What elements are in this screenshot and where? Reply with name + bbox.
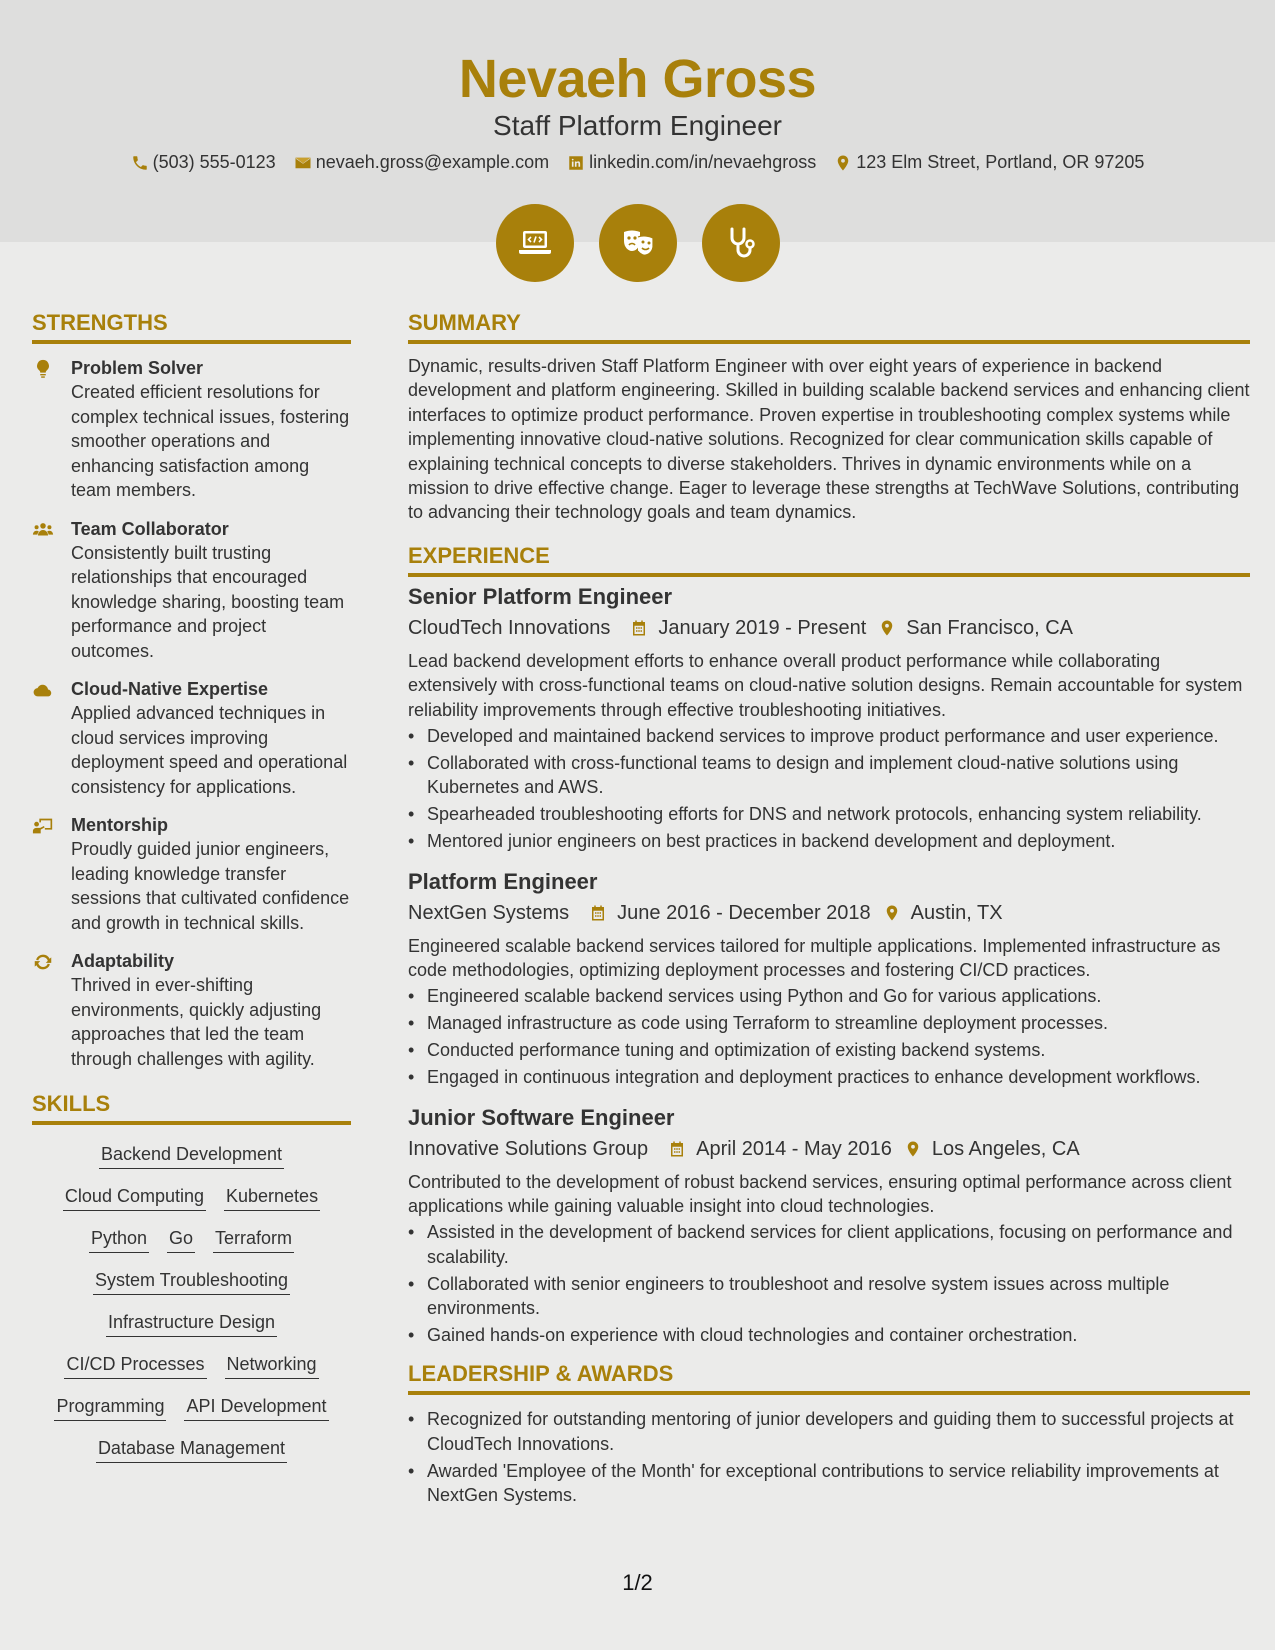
right-column: [408, 310, 1250, 1522]
cloud-icon: [32, 679, 54, 701]
bullet-item: • Engineered scalable backend services using Python and Go for various applications.: [408, 984, 1250, 1008]
job-dates: January 2019 - Present: [658, 616, 867, 639]
skills-heading: SKILLS: [32, 1091, 351, 1125]
strength-item: [32, 356, 351, 503]
skill-tag: Cloud Computing: [63, 1185, 206, 1211]
address-text: 123 Elm Street, Portland, OR 97205: [856, 152, 1145, 172]
strength-title: Problem Solver: [71, 358, 204, 378]
theater-masks-circle: [599, 204, 677, 282]
job-title: Senior Platform Engineer: [408, 583, 673, 609]
strengths-heading: STRENGTHS: [32, 310, 351, 344]
stethoscope-circle: [702, 204, 780, 282]
job-bullets: [408, 984, 1250, 1089]
contact-phone[interactable]: [131, 152, 276, 173]
job-dates: June 2016 - December 2018: [617, 901, 871, 924]
laptop-code-icon: [515, 223, 555, 263]
laptop-code-circle: [496, 204, 574, 282]
bullet-item: • Managed infrastructure as code using Terraform to streamline deployment processes.: [408, 1011, 1250, 1035]
job-location: San Francisco, CA: [906, 616, 1073, 639]
phone-icon: [131, 154, 149, 172]
bullet-item: • Mentored junior engineers on best practices in backend development and deployment.: [408, 829, 1250, 853]
interest-icons: [0, 204, 1275, 282]
job-company: CloudTech Innovations: [408, 616, 611, 639]
strength-item: [32, 677, 351, 799]
lightbulb-icon: [32, 358, 54, 380]
bullet-item: • Recognized for outstanding mentoring of junior developers and guiding them to successful projects at CloudTech Innovations.: [408, 1407, 1250, 1456]
job-company: NextGen Systems: [408, 901, 570, 924]
skill-tag: Infrastructure Design: [106, 1311, 277, 1337]
job-bullets: [408, 1220, 1250, 1347]
strength-item: [32, 949, 351, 1071]
phone-text: (503) 555-0123: [152, 152, 276, 172]
sync-icon: [32, 951, 54, 973]
bullet-item: • Spearheaded troubleshooting efforts for DNS and network protocols, enhancing system reliability.: [408, 802, 1250, 826]
strength-title: Team Collaborator: [71, 518, 229, 539]
stethoscope-icon: [721, 223, 761, 263]
envelope-icon: [294, 154, 312, 172]
map-pin-icon: [834, 154, 852, 172]
bullet-item: • Gained hands-on experience with cloud technologies and container orchestration.: [408, 1323, 1250, 1347]
strength-desc: Consistently built trusting relationships that encouraged knowledge sharing, boosting team performance and project outcomes.: [71, 542, 345, 661]
strengths-list: [32, 354, 351, 1071]
job-meta: [408, 615, 1250, 641]
skill-tag: Backend Development: [99, 1143, 284, 1169]
email-text: nevaeh.gross@example.com: [315, 152, 550, 172]
bullet-item: • Developed and maintained backend services to improve product performance and user experience.: [408, 724, 1250, 748]
page-number: 1/2: [622, 1570, 653, 1595]
bullet-item: • Collaborated with cross-functional teams to design and implement cloud-native solutions using Kubernetes and AWS.: [408, 751, 1250, 800]
job-bullets: [408, 724, 1250, 854]
map-pin-icon: [904, 1140, 922, 1158]
job-entry: [408, 868, 1250, 1090]
strength-desc: Applied advanced techniques in cloud services improving deployment speed and operational consistency for applications.: [71, 703, 348, 797]
job-dates: April 2014 - May 2016: [696, 1137, 892, 1160]
skill-tag: Programming: [54, 1395, 166, 1421]
skill-tag: Python: [89, 1227, 149, 1253]
skills-list: [32, 1139, 351, 1463]
bullet-item: • Awarded 'Employee of the Month' for exceptional contributions to service reliability improvements at NextGen Systems.: [408, 1459, 1250, 1508]
summary-text: Dynamic, results-driven Staff Platform Engineer with over eight years of experience in backend development and platform engineering. Skilled in building scalable backend services and enhancing client interfaces to optimize product performance. Proven expertise in troubleshooting complex systems while implementing innovative cloud-native solutions. Recognized for clear communication skills capable of explaining technical concepts to diverse stakeholders. Thrives in dynamic environments while on a mission to drive effective change. Eager to leverage these strengths at TechWave Solutions, contributing to advancing their technology goals and team dynamics.: [408, 356, 1250, 523]
job-location: Austin, TX: [910, 901, 1003, 924]
contact-linkedin[interactable]: [567, 152, 816, 173]
strength-item: [32, 517, 351, 664]
job-description: Engineered scalable backend services tailored for multiple applications. Implemented infrastructure as code methodologies, optimizing deployment processes and fostering CI/CD practices.: [408, 935, 1221, 980]
strength-title: Adaptability: [71, 951, 175, 971]
strength-title: Mentorship: [71, 815, 168, 835]
skill-tag: Networking: [225, 1353, 319, 1379]
contact-email[interactable]: [294, 152, 549, 173]
bullet-item: • Collaborated with senior engineers to troubleshoot and resolve system issues across multiple environments.: [408, 1272, 1250, 1321]
bullet-item: • Conducted performance tuning and optimization of existing backend systems.: [408, 1038, 1250, 1062]
skill-tag: Terraform: [213, 1227, 294, 1253]
strength-title: Cloud-Native Expertise: [71, 679, 269, 699]
job-entry: [408, 583, 1250, 854]
contact-address: [834, 152, 1144, 173]
linkedin-icon: [567, 154, 585, 172]
job-meta: [408, 1136, 1250, 1162]
users-icon: [32, 519, 54, 541]
map-pin-icon: [878, 619, 896, 637]
linkedin-text: linkedin.com/in/nevaehgross: [589, 152, 817, 172]
job-meta: [408, 900, 1250, 926]
skill-tag: Kubernetes: [224, 1185, 320, 1211]
leadership-heading: LEADERSHIP & AWARDS: [408, 1361, 1250, 1395]
strength-desc: Proudly guided junior engineers, leading knowledge transfer sessions that cultivated confidence and growth in technical skills.: [71, 839, 350, 933]
job-description: Contributed to the development of robust backend services, ensuring optimal performance across client applications while gaining valuable insight into cloud technologies.: [408, 1171, 1232, 1216]
candidate-title: Staff Platform Engineer: [493, 110, 782, 141]
candidate-name: Nevaeh Gross: [458, 49, 817, 109]
bullet-item: • Engaged in continuous integration and deployment practices to enhance development workflows.: [408, 1065, 1250, 1089]
skill-tag: Database Management: [96, 1437, 287, 1463]
job-entry: [408, 1104, 1250, 1348]
summary-heading: SUMMARY: [408, 310, 1250, 344]
strength-item: [32, 813, 351, 935]
theater-masks-icon: [618, 223, 658, 263]
contact-bar: [0, 152, 1275, 173]
calendar-icon: [630, 619, 648, 637]
skill-tag: System Troubleshooting: [93, 1269, 290, 1295]
experience-heading: EXPERIENCE: [408, 543, 1250, 577]
calendar-icon: [589, 904, 607, 922]
job-location: Los Angeles, CA: [931, 1137, 1080, 1160]
chalkboard-teacher-icon: [32, 815, 54, 837]
job-description: Lead backend development efforts to enhance overall product performance while collaborating extensively with cross-functional teams on cloud-native solution designs. Remain accountable for system reliability improvements through effective troubleshooting initiatives.: [408, 650, 1243, 720]
job-title: Platform Engineer: [408, 868, 598, 894]
skill-tag: Go: [167, 1227, 195, 1253]
job-company: Innovative Solutions Group: [408, 1137, 649, 1160]
leadership-bullets: [408, 1407, 1250, 1507]
left-column: [32, 310, 351, 1479]
skill-tag: CI/CD Processes: [64, 1353, 206, 1379]
strength-desc: Thrived in ever-shifting environments, quickly adjusting approaches that led the team through challenges with agility.: [71, 975, 322, 1069]
bullet-item: • Assisted in the development of backend services for client applications, focusing on performance and scalability.: [408, 1220, 1250, 1269]
strength-desc: Created efficient resolutions for complex technical issues, fostering smoother operations and enhancing satisfaction among team members.: [71, 382, 350, 500]
map-pin-icon: [883, 904, 901, 922]
skill-tag: API Development: [184, 1395, 328, 1421]
job-title: Junior Software Engineer: [408, 1104, 675, 1130]
calendar-icon: [668, 1140, 686, 1158]
